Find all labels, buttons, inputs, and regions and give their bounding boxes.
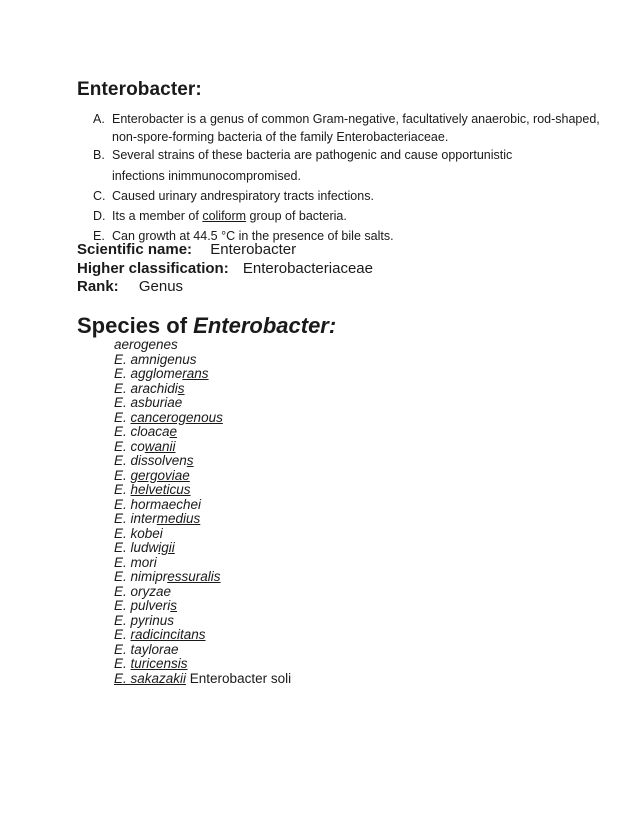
species-name-link[interactable]: s bbox=[177, 380, 185, 396]
species-name: E. agglome bbox=[114, 366, 183, 381]
species-name: aerogenes bbox=[114, 337, 178, 352]
species-name-link[interactable]: igii bbox=[158, 540, 175, 555]
species-item bbox=[114, 599, 291, 614]
species-item bbox=[114, 570, 291, 585]
species-item bbox=[114, 382, 291, 397]
fact-text bbox=[112, 207, 613, 225]
higher-classification-value: Enterobacteriaceae bbox=[242, 260, 373, 277]
species-name-link[interactable]: medius bbox=[156, 511, 201, 526]
species-item bbox=[114, 411, 291, 426]
species-item bbox=[114, 367, 291, 382]
species-name: E. bbox=[114, 467, 131, 483]
section-heading: Enterobacter: bbox=[77, 79, 202, 100]
species-name-link[interactable]: s bbox=[186, 453, 194, 468]
species-name: E. cloaca bbox=[114, 424, 170, 439]
species-name-link[interactable]: cancerogenous bbox=[130, 409, 223, 425]
species-name: E. arachidi bbox=[114, 380, 178, 396]
scientific-name-value: Enterobacter bbox=[210, 241, 297, 258]
species-item bbox=[114, 498, 291, 513]
species-item bbox=[114, 541, 291, 556]
species-name: E. pyrinus bbox=[114, 612, 175, 628]
fact-item bbox=[93, 207, 613, 225]
fact-text-pre: Its a member of bbox=[112, 209, 203, 223]
species-name: E. taylorae bbox=[114, 641, 179, 657]
rank-label: Rank: bbox=[77, 278, 119, 295]
species-name-link[interactable]: rans bbox=[182, 366, 209, 381]
species-item bbox=[114, 614, 291, 629]
species-name-link[interactable]: helveticus bbox=[130, 482, 191, 497]
species-name: E. mori bbox=[114, 554, 157, 570]
fact-marker: C. bbox=[93, 189, 106, 203]
species-name: E. dissolven bbox=[114, 453, 187, 468]
species-item bbox=[114, 585, 291, 600]
species-item bbox=[114, 556, 291, 571]
species-name: E. asburiae bbox=[114, 395, 183, 410]
species-item bbox=[114, 643, 291, 658]
species-name: E. ludw bbox=[114, 540, 159, 555]
fact-text: infections inimmunocompromised. bbox=[112, 169, 301, 183]
species-item bbox=[114, 672, 291, 687]
species-heading bbox=[77, 313, 336, 339]
species-name-link[interactable]: E. sakazakii bbox=[114, 670, 187, 686]
species-item bbox=[114, 338, 291, 353]
species-item bbox=[114, 512, 291, 527]
species-list bbox=[114, 338, 291, 686]
species-name-link[interactable]: e bbox=[169, 424, 178, 439]
scientific-name-label: Scientific name: bbox=[77, 241, 193, 258]
species-item bbox=[114, 469, 291, 484]
species-name: E. bbox=[114, 627, 131, 642]
scientific-name-row bbox=[77, 241, 296, 259]
fact-item bbox=[93, 146, 613, 185]
rank-row bbox=[77, 278, 183, 296]
fact-text-post: group of bacteria. bbox=[246, 209, 347, 223]
species-name: E. co bbox=[114, 438, 145, 454]
species-name: E. bbox=[114, 409, 131, 425]
coliform-link[interactable]: coliform bbox=[202, 209, 247, 223]
species-heading-genus: Enterobacter: bbox=[193, 313, 337, 338]
fact-marker: A. bbox=[93, 112, 105, 126]
species-name-link[interactable]: gergoviae bbox=[130, 467, 190, 483]
species-item bbox=[114, 353, 291, 368]
species-name: E. bbox=[114, 656, 131, 671]
species-item bbox=[114, 628, 291, 643]
species-item bbox=[114, 527, 291, 542]
higher-classification-label: Higher classification: bbox=[77, 260, 229, 277]
fact-item bbox=[93, 187, 613, 205]
species-item bbox=[114, 440, 291, 455]
species-heading-prefix: Species of bbox=[77, 313, 194, 338]
fact-marker: E. bbox=[93, 229, 105, 243]
species-name: E. bbox=[114, 482, 131, 497]
species-name: E. inter bbox=[114, 511, 157, 526]
fact-text: Enterobacter is a genus of common Gram-negative, facultatively anaerobic, rod-shaped, bbox=[112, 112, 600, 126]
species-name-link[interactable]: s bbox=[170, 598, 178, 613]
species-name-link[interactable]: essuralis bbox=[167, 569, 221, 584]
higher-classification-row bbox=[77, 260, 373, 278]
species-name-link[interactable]: turicensis bbox=[130, 656, 188, 671]
facts-list bbox=[93, 110, 613, 245]
fact-text: Several strains of these bacteria are pathogenic and cause opportunistic bbox=[112, 148, 513, 162]
rank-value: Genus bbox=[138, 278, 184, 295]
species-name: E. oryzae bbox=[114, 583, 172, 599]
fact-item bbox=[93, 110, 613, 146]
fact-text: non-spore-forming bacteria of the family Enterobacteriaceae. bbox=[112, 130, 449, 144]
fact-text: Can growth at 44.5 °C in the presence of bile salts. bbox=[112, 229, 394, 243]
fact-text: Caused urinary andrespiratory tracts infections. bbox=[112, 189, 374, 203]
species-item bbox=[114, 657, 291, 672]
species-name-link[interactable]: wanii bbox=[144, 438, 176, 454]
species-item bbox=[114, 396, 291, 411]
species-item bbox=[114, 483, 291, 498]
species-name-link[interactable]: radicincitans bbox=[130, 627, 206, 642]
species-item bbox=[114, 425, 291, 440]
species-name: E. amnigenus bbox=[114, 351, 197, 367]
species-name: E. pulveri bbox=[114, 598, 171, 613]
species-name: E. kobei bbox=[114, 525, 163, 541]
species-item bbox=[114, 454, 291, 469]
species-name: E. hormaechei bbox=[114, 496, 202, 512]
fact-marker: D. bbox=[93, 209, 106, 223]
species-name: E. nimipr bbox=[114, 569, 168, 584]
species-name-extra: Enterobacter soli bbox=[186, 670, 292, 686]
fact-marker: B. bbox=[93, 148, 105, 162]
